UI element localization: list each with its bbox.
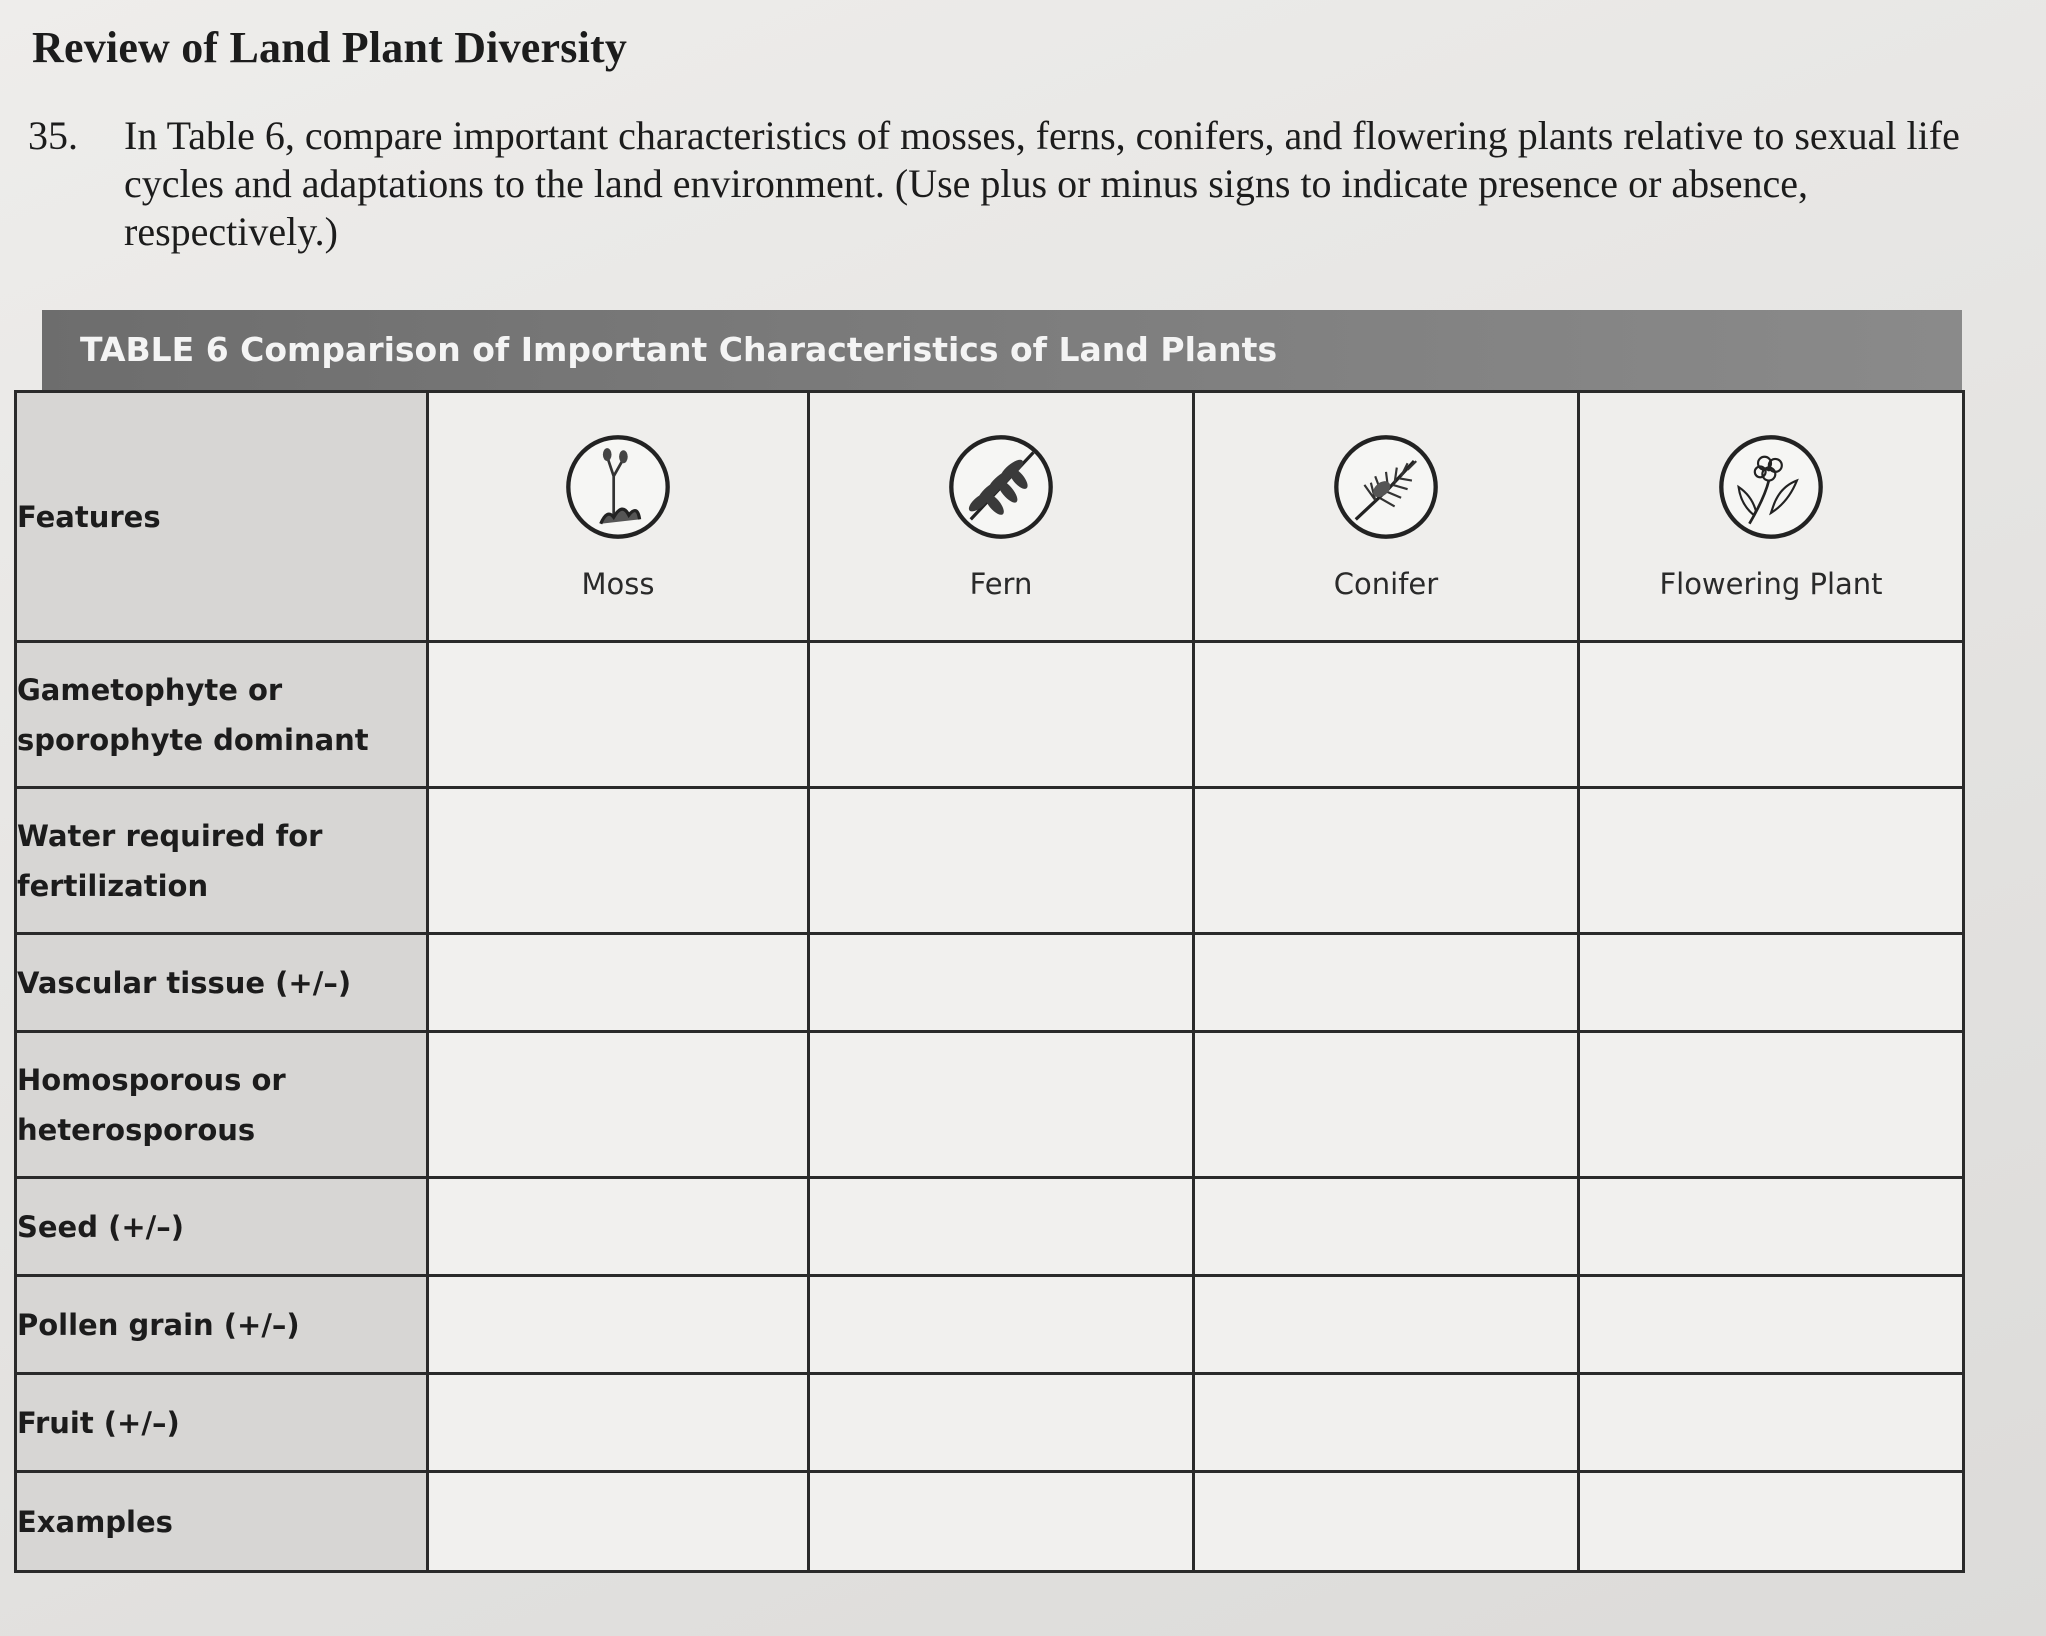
table-row — [16, 1472, 1964, 1572]
column-label-moss: Moss — [581, 566, 655, 601]
answer-cell-moss[interactable] — [428, 788, 809, 934]
comparison-table — [14, 310, 1962, 1572]
column-header-flowering-plant — [1579, 392, 1964, 642]
question-text: In Table 6, compare important characteristics of mosses, ferns, conifers, and flowering plants relative to sexual life cycles and adaptations to the land environment. (Use plus or minus signs to indicate presence or absence, respectively.) — [124, 113, 1960, 254]
answer-cell-moss[interactable] — [428, 1178, 809, 1276]
answer-cell-moss[interactable] — [428, 642, 809, 788]
table-row — [16, 1178, 1964, 1276]
row-label: Water required for fertilization — [16, 788, 428, 934]
answer-cell-conifer[interactable] — [1194, 788, 1579, 934]
table-row — [16, 934, 1964, 1032]
table-row — [16, 642, 1964, 788]
table-row — [16, 788, 1964, 934]
column-header-moss — [428, 392, 809, 642]
answer-cell-fern[interactable] — [809, 1178, 1194, 1276]
answer-cell-conifer[interactable] — [1194, 1178, 1579, 1276]
question-number: 35. — [28, 113, 78, 158]
answer-cell-conifer[interactable] — [1194, 934, 1579, 1032]
answer-cell-flowering-plant[interactable] — [1579, 1276, 1964, 1374]
column-label-conifer: Conifer — [1333, 566, 1439, 601]
answer-cell-flowering-plant[interactable] — [1579, 1472, 1964, 1572]
column-header-fern — [809, 392, 1194, 642]
flowering-plant-icon — [1717, 433, 1825, 541]
table-caption: TABLE 6 Comparison of Important Characteristics of Land Plants — [42, 310, 1962, 390]
row-label: Pollen grain (+/–) — [16, 1276, 428, 1374]
row-label: Gametophyte or sporophyte dominant — [16, 642, 428, 788]
row-label: Vascular tissue (+/–) — [16, 934, 428, 1032]
answer-cell-moss[interactable] — [428, 934, 809, 1032]
answer-cell-conifer[interactable] — [1194, 642, 1579, 788]
answer-cell-fern[interactable] — [809, 1472, 1194, 1572]
conifer-icon — [1332, 433, 1440, 541]
answer-cell-moss[interactable] — [428, 1276, 809, 1374]
fern-icon — [947, 433, 1055, 541]
answer-cell-flowering-plant[interactable] — [1579, 1032, 1964, 1178]
answer-cell-fern[interactable] — [809, 1032, 1194, 1178]
answer-cell-fern[interactable] — [809, 934, 1194, 1032]
moss-icon — [564, 433, 672, 541]
row-label: Examples — [16, 1472, 428, 1572]
table-row — [16, 1276, 1964, 1374]
characteristics-grid — [14, 390, 1965, 1573]
answer-cell-flowering-plant[interactable] — [1579, 934, 1964, 1032]
row-label: Seed (+/–) — [16, 1178, 428, 1276]
answer-cell-fern[interactable] — [809, 642, 1194, 788]
column-label-fern: Fern — [969, 566, 1033, 601]
answer-cell-conifer[interactable] — [1194, 1472, 1579, 1572]
answer-cell-flowering-plant[interactable] — [1579, 642, 1964, 788]
row-label: Fruit (+/–) — [16, 1374, 428, 1472]
column-header-conifer — [1194, 392, 1579, 642]
answer-cell-moss[interactable] — [428, 1374, 809, 1472]
features-header: Features — [16, 392, 428, 642]
answer-cell-conifer[interactable] — [1194, 1276, 1579, 1374]
header-row — [16, 392, 1964, 642]
answer-cell-fern[interactable] — [809, 1276, 1194, 1374]
table-row — [16, 1032, 1964, 1178]
row-label: Homosporous or heterosporous — [16, 1032, 428, 1178]
answer-cell-conifer[interactable] — [1194, 1374, 1579, 1472]
answer-cell-fern[interactable] — [809, 1374, 1194, 1472]
section-title: Review of Land Plant Diversity — [32, 23, 628, 72]
answer-cell-flowering-plant[interactable] — [1579, 1374, 1964, 1472]
answer-cell-moss[interactable] — [428, 1032, 809, 1178]
answer-cell-conifer[interactable] — [1194, 1032, 1579, 1178]
answer-cell-flowering-plant[interactable] — [1579, 788, 1964, 934]
answer-cell-moss[interactable] — [428, 1472, 809, 1572]
column-label-flowering-plant: Flowering Plant — [1659, 566, 1883, 601]
answer-cell-fern[interactable] — [809, 788, 1194, 934]
answer-cell-flowering-plant[interactable] — [1579, 1178, 1964, 1276]
table-row — [16, 1374, 1964, 1472]
